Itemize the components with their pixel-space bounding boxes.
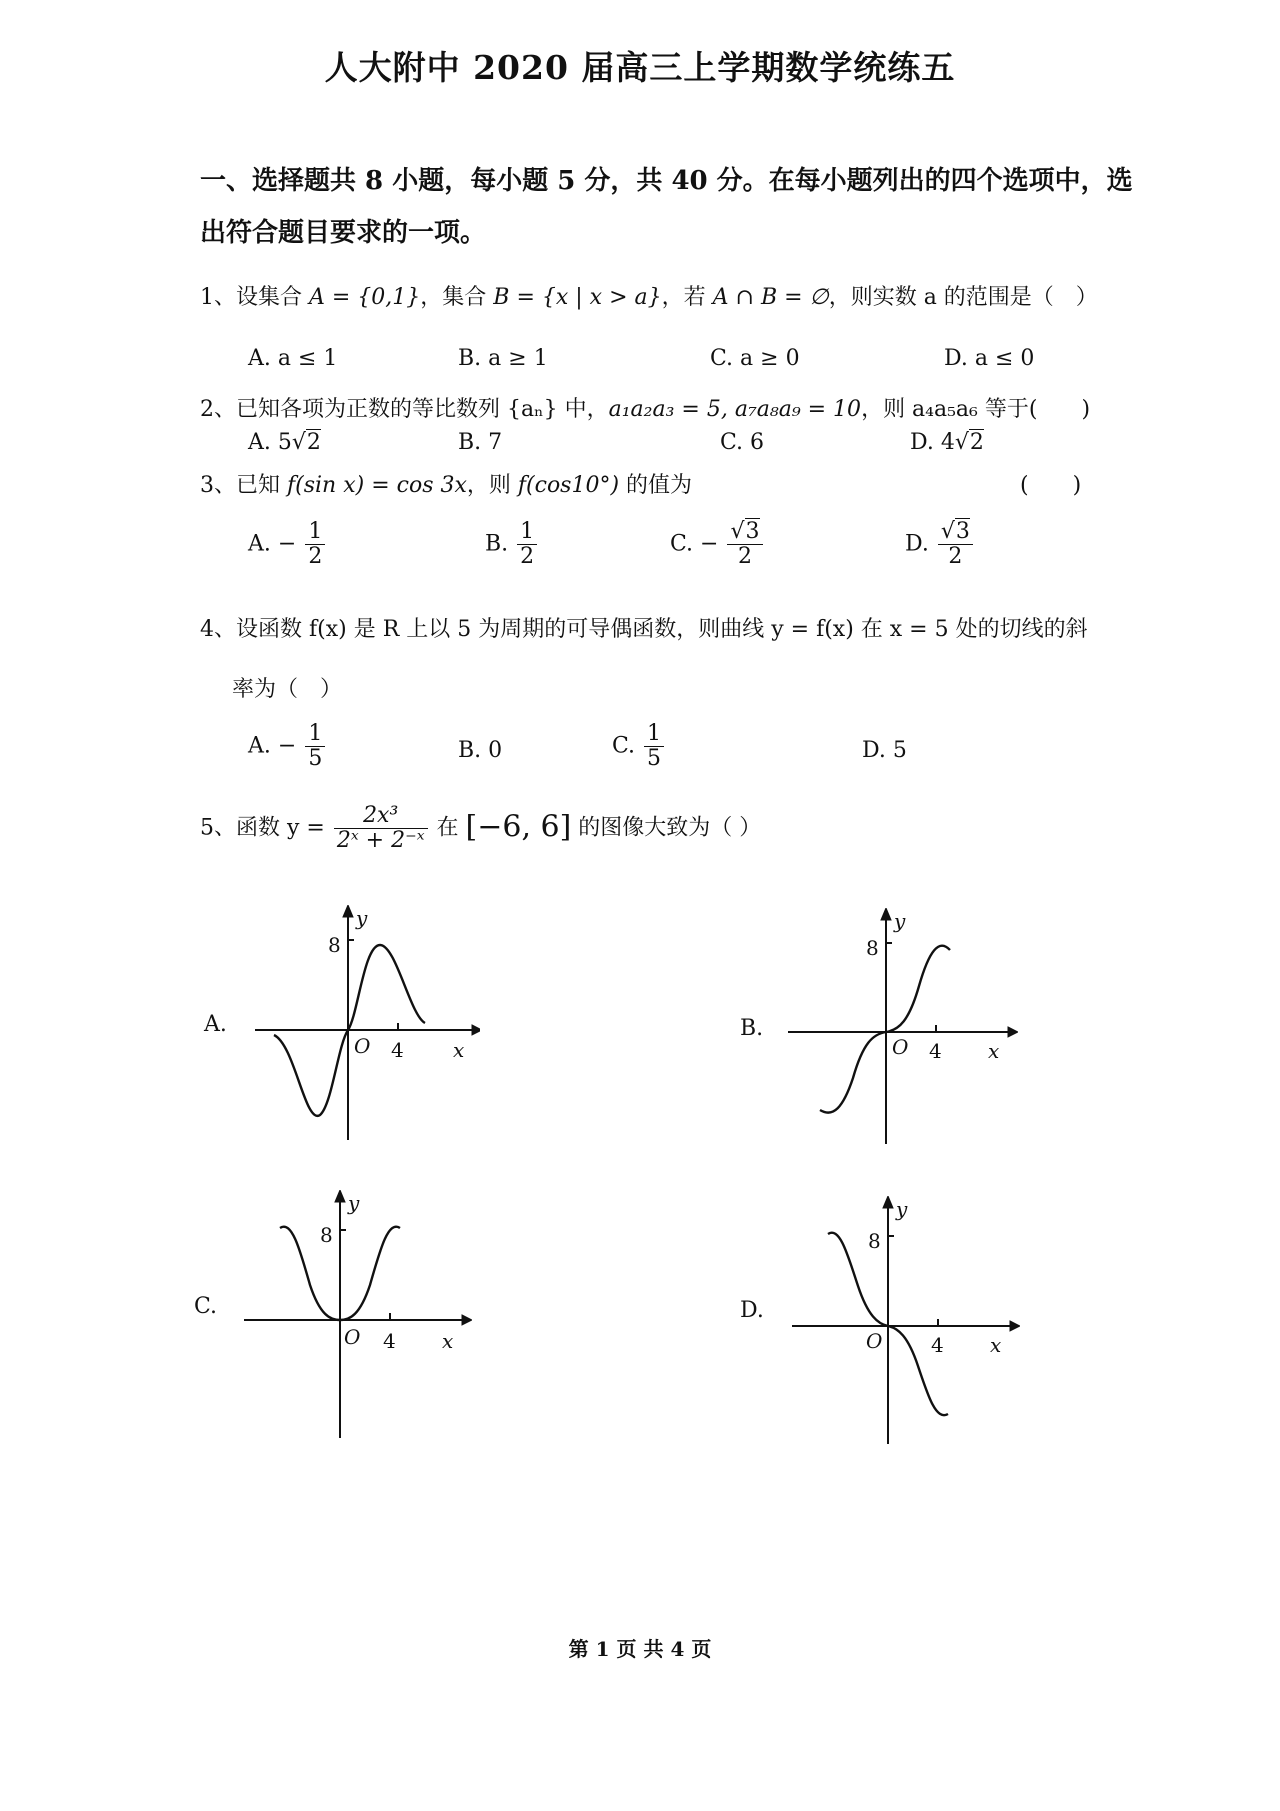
q3-option-a-sign: − bbox=[277, 531, 297, 557]
graph-c-x-axis-label: x bbox=[442, 1329, 454, 1353]
q1-prefix: 1、设集合 bbox=[200, 285, 309, 310]
q5-numerator: 2x³ bbox=[334, 804, 428, 829]
q1-condition: A ∩ B = ∅ bbox=[712, 285, 829, 310]
q2-option-d: D. 4√2 bbox=[910, 430, 984, 455]
q3-option-d-den: 2 bbox=[948, 544, 963, 570]
q4-option-c-den: 5 bbox=[647, 746, 662, 772]
q2-option-c: C. 6 bbox=[720, 430, 765, 455]
q5-prefix: 5、函数 y = bbox=[200, 815, 325, 841]
q2-tail: ，则 a₄a₅a₆ 等于( ) bbox=[861, 397, 1091, 422]
graph-b-origin-label: O bbox=[892, 1035, 909, 1059]
q1-option-a: A. a ≤ 1 bbox=[248, 346, 338, 371]
q3-tail: 的值为 bbox=[619, 473, 693, 498]
q3-option-b-label: B. bbox=[485, 531, 509, 557]
q1-set-a: A = {0,1} bbox=[309, 285, 421, 310]
q3-option-d-fraction: $\frac{√3}{2}$ bbox=[938, 520, 973, 569]
graph-a-y-tick-label: 8 bbox=[328, 933, 341, 957]
q3-target: f(cos10°) bbox=[517, 473, 620, 498]
graph-d-y-axis-label: y bbox=[896, 1197, 908, 1221]
q2-option-a-radicand: 2 bbox=[306, 430, 321, 455]
q3-option-c-sign: − bbox=[700, 531, 719, 557]
q4-option-a-sign: − bbox=[277, 733, 297, 759]
q3-option-c-radicand: 3 bbox=[745, 519, 760, 544]
graph-d-x-arrow bbox=[1010, 1321, 1020, 1331]
section-heading-line1: 一、选择题共 8 小题，每小题 5 分，共 40 分。在每小题列出的四个选项中，选 bbox=[200, 166, 1133, 196]
q2-condition: a₁a₂a₃ = 5, a₇a₈a₉ = 10 bbox=[608, 397, 862, 422]
q4-option-a bbox=[248, 722, 327, 771]
q1-cond-prefix: ，若 bbox=[661, 285, 713, 310]
graph-a-y-axis-label: y bbox=[356, 906, 368, 930]
q2-option-a-label: A. 5 bbox=[248, 430, 292, 455]
graph-c bbox=[242, 1190, 472, 1440]
graph-d-y-arrow bbox=[883, 1196, 893, 1208]
graph-d bbox=[790, 1196, 1020, 1446]
question-4-line1: 4、设函数 f(x) 是 R 上以 5 为周期的可导偶函数，则曲线 y = f(x) 在 x = 5 处的切线的斜 bbox=[200, 617, 1088, 642]
q3-option-b bbox=[485, 520, 539, 569]
graph-a bbox=[250, 905, 480, 1145]
q1-option-c: C. a ≥ 0 bbox=[710, 346, 800, 371]
graph-a-x-arrow bbox=[472, 1025, 480, 1035]
q3-option-d bbox=[905, 520, 975, 569]
graph-b-label: B. bbox=[740, 1016, 764, 1041]
q5-function-fraction bbox=[334, 804, 428, 853]
graph-c-origin-label: O bbox=[344, 1325, 361, 1349]
q3-option-c bbox=[670, 520, 765, 569]
graph-c-label: C. bbox=[194, 1294, 218, 1319]
question-5 bbox=[200, 804, 761, 853]
q2-option-b: B. 7 bbox=[458, 430, 503, 455]
q4-option-b: B. 0 bbox=[458, 738, 503, 763]
question-3 bbox=[200, 468, 692, 499]
graph-a-origin-label: O bbox=[354, 1034, 371, 1058]
question-1 bbox=[200, 280, 1098, 311]
q3-option-d-label: D. bbox=[905, 531, 929, 557]
q3-option-c-fraction: $\frac{√3}{2}$ bbox=[727, 520, 762, 569]
q3-option-c-label: C. bbox=[670, 531, 694, 557]
q5-mid: 在 bbox=[429, 815, 466, 841]
graph-a-label: A. bbox=[204, 1012, 227, 1037]
graph-d-label: D. bbox=[740, 1298, 764, 1323]
q5-tail: 的图像大致为（ ） bbox=[571, 815, 762, 841]
q2-prefix: 2、已知各项为正数的等比数列 {aₙ} 中， bbox=[200, 397, 609, 422]
graph-b-x-axis-label: x bbox=[988, 1039, 1000, 1063]
q1-tail: ，则实数 a 的范围是（ ） bbox=[828, 285, 1098, 310]
graph-c-y-arrow bbox=[335, 1190, 345, 1202]
q5-denominator: 2ˣ + 2⁻ˣ bbox=[336, 828, 425, 854]
page-title: 人大附中 2020 届高三上学期数学统练五 bbox=[324, 48, 956, 87]
q4-option-d: D. 5 bbox=[862, 738, 907, 763]
q1-option-d: D. a ≤ 0 bbox=[944, 346, 1035, 371]
graph-b-x-tick-label: 4 bbox=[929, 1039, 942, 1063]
graph-b-y-arrow bbox=[881, 908, 891, 920]
q3-mid: ，则 bbox=[466, 473, 518, 498]
graph-c-y-axis-label: y bbox=[348, 1191, 360, 1215]
graph-b-y-axis-label: y bbox=[894, 909, 906, 933]
q3-option-b-den: 2 bbox=[520, 544, 535, 570]
q3-option-d-radicand: 3 bbox=[955, 519, 970, 544]
graph-d-x-axis-label: x bbox=[990, 1333, 1002, 1357]
graph-a-y-arrow bbox=[343, 905, 353, 917]
q3-option-c-den: 2 bbox=[738, 544, 752, 570]
q3-option-a-label: A. bbox=[248, 531, 271, 557]
q4-option-a-num: 1 bbox=[305, 722, 325, 747]
q4-option-a-fraction bbox=[305, 722, 325, 771]
q3-option-a bbox=[248, 520, 327, 569]
q3-option-a-num: 1 bbox=[305, 520, 325, 545]
question-4-line2: 率为（ ） bbox=[232, 677, 343, 702]
q4-option-a-den: 5 bbox=[308, 746, 323, 772]
q5-interval: [−6, 6] bbox=[465, 809, 572, 845]
question-2 bbox=[200, 392, 1090, 423]
q2-option-d-radicand: 2 bbox=[969, 430, 984, 455]
q4-option-c bbox=[612, 722, 666, 771]
graph-b-y-tick-label: 8 bbox=[866, 936, 879, 960]
graph-b-x-arrow bbox=[1008, 1027, 1018, 1037]
graph-c-x-tick-label: 4 bbox=[383, 1329, 396, 1353]
q1-option-b: B. a ≥ 1 bbox=[458, 346, 548, 371]
q4-option-c-fraction bbox=[644, 722, 664, 771]
graph-d-y-tick-label: 8 bbox=[868, 1229, 881, 1253]
graph-d-x-tick-label: 4 bbox=[931, 1333, 944, 1357]
q2-option-d-label: D. 4 bbox=[910, 430, 955, 455]
graph-d-origin-label: O bbox=[866, 1329, 883, 1353]
q3-answer-paren: ( ) bbox=[1020, 473, 1082, 498]
q4-option-c-label: C. bbox=[612, 733, 636, 759]
graph-b bbox=[788, 908, 1018, 1148]
graph-c-y-tick-label: 8 bbox=[320, 1223, 333, 1247]
q3-prefix: 3、已知 bbox=[200, 473, 287, 498]
q3-option-a-fraction bbox=[305, 520, 325, 569]
q4-option-a-label: A. bbox=[248, 733, 271, 759]
graph-a-x-tick-label: 4 bbox=[391, 1038, 404, 1062]
graph-c-x-arrow bbox=[462, 1315, 472, 1325]
q2-option-a: A. 5√2 bbox=[248, 430, 321, 455]
q3-option-b-fraction bbox=[517, 520, 537, 569]
q3-condition: f(sin x) = cos 3x bbox=[287, 473, 467, 498]
q3-option-b-num: 1 bbox=[517, 520, 537, 545]
q1-mid: ，集合 bbox=[420, 285, 494, 310]
graph-a-x-axis-label: x bbox=[453, 1038, 465, 1062]
q3-option-a-den: 2 bbox=[308, 544, 323, 570]
q4-option-c-num: 1 bbox=[644, 722, 664, 747]
page-footer: 第 1 页 共 4 页 bbox=[568, 1637, 712, 1661]
section-heading-line2: 出符合题目要求的一项。 bbox=[200, 218, 487, 248]
q1-set-b: B = {x | x > a} bbox=[493, 285, 662, 310]
